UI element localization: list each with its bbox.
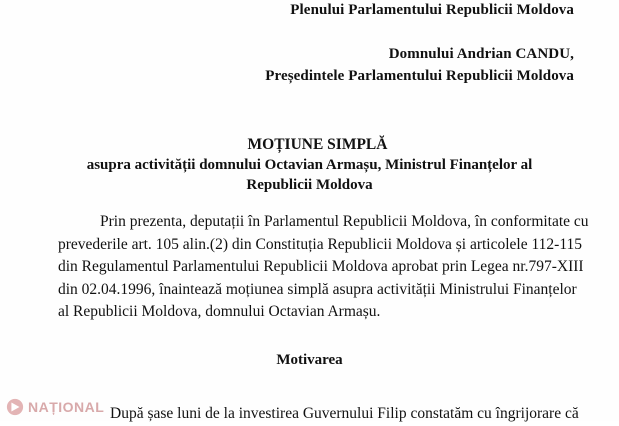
section-first-line: După șase luni de la investirea Guvernului Filip constatăm cu îngrijorare că: [110, 405, 579, 422]
logo-mark-icon: [6, 398, 24, 416]
body-line: din Regulamentul Parlamentului Republicii Moldova aprobat prin Legea nr.797-XIII: [58, 258, 584, 275]
body-paragraph: [58, 211, 589, 324]
addressee-line: Plenului Parlamentului Republicii Moldova: [290, 2, 574, 18]
body-line: Prin prezenta, deputații în Parlamentul Republicii Moldova, în conformitate cu: [100, 213, 589, 230]
section-heading: Motivarea: [276, 352, 343, 368]
logo-text: NAȚIONAL: [28, 399, 105, 415]
motion-title: MOȚIUNE SIMPLĂ: [247, 136, 388, 153]
body-line: prevederile art. 105 alin.(2) din Constituția Republicii Moldova și articolele 112-115: [58, 235, 583, 253]
motion-subtitle-line2: Republicii Moldova: [246, 177, 373, 193]
watermark-logo: [6, 396, 104, 418]
recipient-name: Domnului Andrian CANDU,: [388, 46, 574, 62]
body-line: din 02.04.1996, înaintează moțiunea simplă asupra activității Ministrului Finanțelor: [58, 280, 577, 298]
section-paragraph: [58, 403, 579, 426]
motion-subtitle-line1: asupra activității domnului Octavian Armașu, Ministrul Finanțelor al: [86, 157, 533, 173]
recipient-title: Președintele Parlamentului Republicii Moldova: [265, 68, 574, 84]
body-line: al Republicii Moldova, domnului Octavian Armașu.: [58, 303, 381, 320]
